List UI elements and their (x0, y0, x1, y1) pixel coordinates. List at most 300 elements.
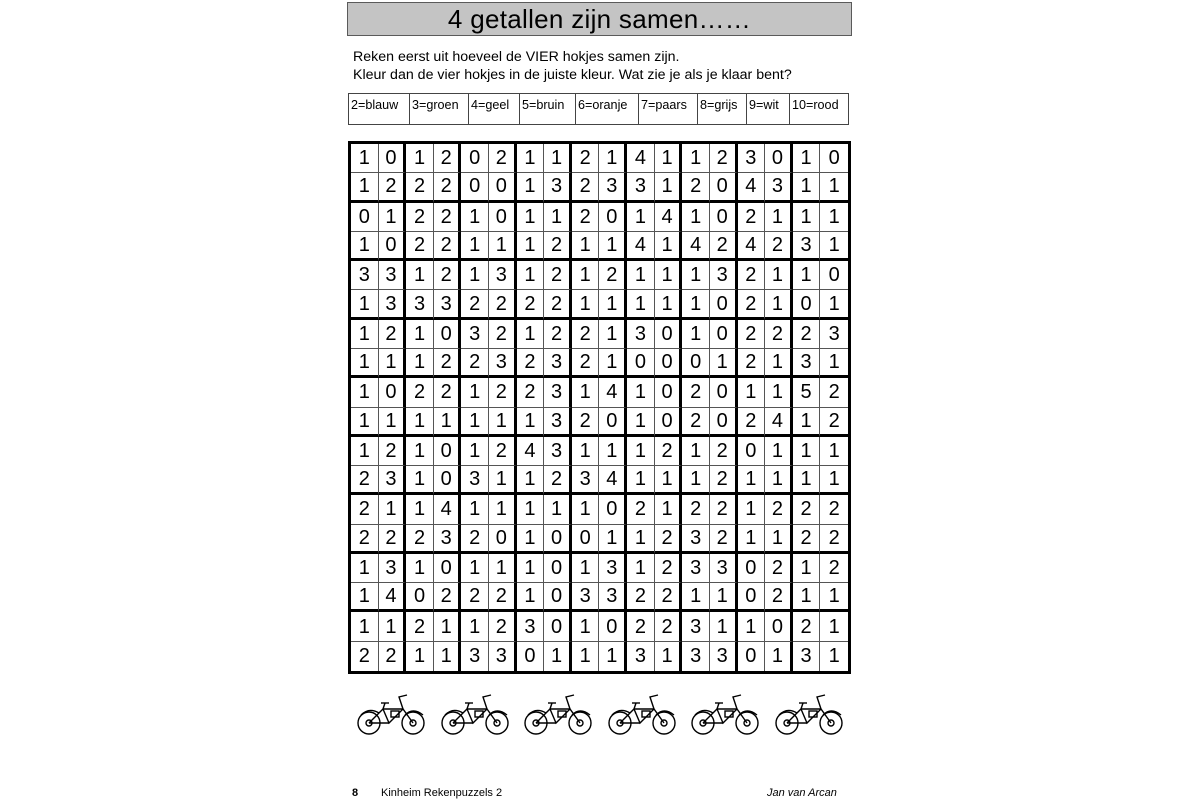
grid-cell[interactable]: 1 (738, 612, 766, 641)
grid-cell[interactable]: 3 (627, 642, 655, 671)
grid-cell[interactable]: 4 (655, 203, 683, 232)
grid-cell[interactable]: 2 (461, 525, 489, 554)
grid-cell[interactable]: 2 (489, 612, 517, 641)
grid-cell[interactable]: 2 (489, 378, 517, 407)
grid-cell[interactable]: 1 (379, 495, 407, 524)
grid-cell[interactable]: 0 (710, 408, 738, 437)
grid-cell[interactable]: 1 (489, 466, 517, 495)
grid-cell[interactable]: 2 (599, 261, 627, 290)
grid-cell[interactable]: 2 (682, 378, 710, 407)
grid-cell[interactable]: 1 (517, 495, 545, 524)
grid-cell[interactable]: 1 (406, 466, 434, 495)
grid-cell[interactable]: 1 (379, 612, 407, 641)
grid-cell[interactable]: 1 (655, 466, 683, 495)
grid-cell[interactable]: 3 (544, 408, 572, 437)
grid-cell[interactable]: 2 (793, 612, 821, 641)
grid-cell[interactable]: 0 (406, 583, 434, 612)
grid-cell[interactable]: 3 (461, 642, 489, 671)
grid-cell[interactable]: 0 (682, 349, 710, 378)
grid-cell[interactable]: 1 (351, 173, 379, 202)
grid-cell[interactable]: 4 (738, 173, 766, 202)
grid-cell[interactable]: 1 (379, 203, 407, 232)
grid-cell[interactable]: 1 (682, 583, 710, 612)
grid-cell[interactable]: 1 (351, 144, 379, 173)
grid-cell[interactable]: 1 (655, 495, 683, 524)
grid-cell[interactable]: 1 (572, 232, 600, 261)
grid-cell[interactable]: 1 (544, 495, 572, 524)
grid-cell[interactable]: 2 (710, 437, 738, 466)
grid-cell[interactable]: 0 (655, 408, 683, 437)
grid-cell[interactable]: 0 (379, 232, 407, 261)
grid-cell[interactable]: 1 (406, 261, 434, 290)
grid-cell[interactable]: 4 (765, 408, 793, 437)
grid-cell[interactable]: 1 (517, 583, 545, 612)
grid-cell[interactable]: 1 (517, 408, 545, 437)
grid-cell[interactable]: 0 (544, 583, 572, 612)
grid-cell[interactable]: 2 (710, 144, 738, 173)
grid-cell[interactable]: 1 (820, 349, 848, 378)
grid-cell[interactable]: 2 (517, 349, 545, 378)
grid-cell[interactable]: 2 (572, 173, 600, 202)
grid-cell[interactable]: 3 (710, 554, 738, 583)
grid-cell[interactable]: 0 (461, 173, 489, 202)
grid-cell[interactable]: 2 (655, 437, 683, 466)
grid-cell[interactable]: 1 (627, 466, 655, 495)
grid-cell[interactable]: 1 (710, 349, 738, 378)
grid-cell[interactable]: 1 (489, 232, 517, 261)
grid-cell[interactable]: 0 (655, 349, 683, 378)
grid-cell[interactable]: 1 (406, 144, 434, 173)
grid-cell[interactable]: 2 (710, 232, 738, 261)
grid-cell[interactable]: 3 (461, 320, 489, 349)
grid-cell[interactable]: 0 (461, 144, 489, 173)
grid-cell[interactable]: 1 (544, 203, 572, 232)
grid-cell[interactable]: 2 (434, 261, 462, 290)
grid-cell[interactable]: 1 (820, 612, 848, 641)
grid-cell[interactable]: 2 (434, 349, 462, 378)
grid-cell[interactable]: 2 (655, 612, 683, 641)
grid-cell[interactable]: 3 (599, 554, 627, 583)
grid-cell[interactable]: 1 (655, 642, 683, 671)
grid-cell[interactable]: 1 (828, 645, 840, 668)
grid-cell[interactable]: 2 (406, 203, 434, 232)
grid-cell[interactable]: 1 (406, 408, 434, 437)
grid-cell[interactable]: 1 (572, 612, 600, 641)
grid-cell[interactable]: 1 (682, 320, 710, 349)
grid-cell[interactable]: 0 (710, 290, 738, 319)
grid-cell[interactable]: 1 (434, 612, 462, 641)
grid-cell[interactable]: 1 (461, 612, 489, 641)
grid-cell[interactable]: 3 (379, 261, 407, 290)
grid-cell[interactable]: 0 (544, 554, 572, 583)
grid-cell[interactable]: 0 (738, 554, 766, 583)
grid-cell[interactable]: 3 (544, 437, 572, 466)
grid-cell[interactable]: 1 (406, 495, 434, 524)
grid-cell[interactable]: 3 (599, 583, 627, 612)
grid-cell[interactable]: 1 (351, 408, 379, 437)
grid-cell[interactable]: 0 (489, 173, 517, 202)
grid-cell[interactable]: 1 (351, 320, 379, 349)
grid-cell[interactable]: 2 (489, 144, 517, 173)
grid-cell[interactable]: 2 (379, 437, 407, 466)
grid-cell[interactable]: 2 (544, 232, 572, 261)
grid-cell[interactable]: 1 (572, 495, 600, 524)
grid-cell[interactable]: 1 (627, 437, 655, 466)
grid-cell[interactable]: 3 (765, 173, 793, 202)
grid-cell[interactable]: 1 (351, 232, 379, 261)
grid-cell[interactable]: 1 (655, 290, 683, 319)
grid-cell[interactable]: 2 (793, 525, 821, 554)
grid-cell[interactable]: 3 (517, 612, 545, 641)
grid-cell[interactable]: 3 (572, 466, 600, 495)
grid-cell[interactable]: 1 (820, 437, 848, 466)
grid-cell[interactable]: 1 (379, 408, 407, 437)
grid-cell[interactable]: 1 (793, 203, 821, 232)
grid-cell[interactable]: 2 (461, 583, 489, 612)
grid-cell[interactable]: 1 (820, 290, 848, 319)
grid-cell[interactable]: 1 (406, 642, 434, 671)
grid-cell[interactable]: 1 (517, 232, 545, 261)
grid-cell[interactable]: 1 (793, 261, 821, 290)
grid-cell[interactable]: 4 (682, 232, 710, 261)
grid-cell[interactable]: 1 (461, 437, 489, 466)
grid-cell[interactable]: 2 (710, 495, 738, 524)
grid-cell[interactable]: 2 (572, 144, 600, 173)
grid-cell[interactable]: 1 (627, 290, 655, 319)
grid-cell[interactable]: 2 (738, 349, 766, 378)
grid-cell[interactable]: 2 (517, 378, 545, 407)
grid-cell[interactable]: 2 (379, 173, 407, 202)
grid-cell[interactable]: 2 (682, 408, 710, 437)
grid-cell[interactable]: 1 (793, 437, 821, 466)
grid-cell[interactable]: 1 (599, 320, 627, 349)
grid-cell[interactable]: 1 (461, 554, 489, 583)
grid-cell[interactable]: 2 (461, 290, 489, 319)
grid-cell[interactable]: 1 (765, 378, 793, 407)
grid-cell[interactable]: 1 (765, 466, 793, 495)
grid-cell[interactable]: 4 (434, 495, 462, 524)
grid-cell[interactable]: 3 (682, 554, 710, 583)
grid-cell[interactable]: 2 (379, 525, 407, 554)
grid-cell[interactable]: 1 (765, 642, 793, 671)
grid-cell[interactable]: 2 (544, 320, 572, 349)
grid-cell[interactable]: 2 (434, 144, 462, 173)
grid-cell[interactable]: 2 (351, 642, 379, 671)
grid-cell[interactable]: 1 (379, 349, 407, 378)
grid-cell[interactable]: 3 (489, 349, 517, 378)
grid-cell[interactable]: 1 (599, 642, 627, 671)
grid-cell[interactable]: 3 (793, 642, 821, 671)
grid-cell[interactable]: 2 (627, 495, 655, 524)
grid-cell[interactable]: 3 (406, 290, 434, 319)
grid-cell[interactable]: 0 (434, 466, 462, 495)
grid-cell[interactable]: 2 (710, 466, 738, 495)
grid-cell[interactable]: 0 (710, 378, 738, 407)
grid-cell[interactable]: 0 (434, 554, 462, 583)
grid-cell[interactable]: 1 (820, 466, 848, 495)
grid-cell[interactable]: 0 (599, 612, 627, 641)
grid-cell[interactable]: 2 (517, 290, 545, 319)
grid-cell[interactable]: 1 (627, 408, 655, 437)
grid-cell[interactable]: 1 (599, 349, 627, 378)
grid-cell[interactable]: 1 (517, 320, 545, 349)
grid-cell[interactable]: 2 (406, 173, 434, 202)
grid-cell[interactable]: 2 (765, 495, 793, 524)
grid-cell[interactable]: 2 (765, 554, 793, 583)
grid-cell[interactable]: 1 (682, 144, 710, 173)
grid-cell[interactable]: 1 (461, 203, 489, 232)
grid-cell[interactable]: 3 (682, 612, 710, 641)
grid-cell[interactable]: 0 (379, 378, 407, 407)
grid-cell[interactable]: 1 (682, 261, 710, 290)
grid-cell[interactable]: 3 (489, 261, 517, 290)
grid-cell[interactable]: 1 (738, 378, 766, 407)
grid-cell[interactable]: 2 (434, 378, 462, 407)
grid-cell[interactable]: 1 (627, 525, 655, 554)
grid-cell[interactable]: 1 (572, 261, 600, 290)
grid-cell[interactable]: 0 (599, 495, 627, 524)
grid-cell[interactable]: 1 (434, 642, 462, 671)
grid-cell[interactable]: 1 (572, 290, 600, 319)
grid-cell[interactable]: 2 (434, 232, 462, 261)
grid-cell[interactable]: 1 (820, 173, 848, 202)
grid-cell[interactable]: 1 (820, 203, 848, 232)
grid-cell[interactable]: 4 (517, 437, 545, 466)
grid-cell[interactable]: 1 (461, 495, 489, 524)
grid-cell[interactable]: 0 (489, 525, 517, 554)
grid-cell[interactable]: 0 (489, 203, 517, 232)
grid-cell[interactable]: 2 (627, 583, 655, 612)
grid-cell[interactable]: 1 (599, 232, 627, 261)
grid-cell[interactable]: 3 (544, 349, 572, 378)
grid-cell[interactable]: 1 (351, 554, 379, 583)
grid-cell[interactable]: 1 (351, 612, 379, 641)
grid-cell[interactable]: 2 (765, 583, 793, 612)
grid-cell[interactable]: 2 (351, 466, 379, 495)
grid-cell[interactable]: 0 (738, 437, 766, 466)
grid-cell[interactable]: 1 (765, 525, 793, 554)
grid-cell[interactable]: 1 (710, 612, 738, 641)
grid-cell[interactable]: 1 (351, 378, 379, 407)
grid-cell[interactable]: 2 (406, 232, 434, 261)
grid-cell[interactable]: 1 (406, 349, 434, 378)
grid-cell[interactable]: 2 (434, 203, 462, 232)
grid-cell[interactable]: 2 (765, 232, 793, 261)
grid-cell[interactable]: 3 (793, 232, 821, 261)
grid-cell[interactable]: 2 (738, 290, 766, 319)
grid-cell[interactable]: 3 (379, 290, 407, 319)
grid-cell[interactable]: 1 (655, 173, 683, 202)
grid-cell[interactable]: 0 (655, 378, 683, 407)
grid-cell[interactable]: 3 (544, 173, 572, 202)
grid-cell[interactable]: 3 (572, 583, 600, 612)
grid-cell[interactable]: 3 (489, 642, 517, 671)
grid-cell[interactable]: 1 (517, 466, 545, 495)
grid-cell[interactable]: 2 (820, 408, 848, 437)
grid-cell[interactable]: 4 (599, 466, 627, 495)
grid-cell[interactable]: 2 (682, 173, 710, 202)
grid-cell[interactable]: 3 (710, 642, 738, 671)
grid-cell[interactable]: 1 (627, 378, 655, 407)
grid-cell[interactable]: 0 (599, 408, 627, 437)
grid-cell[interactable]: 2 (710, 525, 738, 554)
grid-cell[interactable]: 1 (765, 290, 793, 319)
grid-cell[interactable]: 2 (572, 203, 600, 232)
grid-cell[interactable]: 4 (599, 378, 627, 407)
grid-cell[interactable]: 1 (599, 290, 627, 319)
grid-cell[interactable]: 4 (627, 144, 655, 173)
grid-cell[interactable]: 1 (655, 232, 683, 261)
grid-cell[interactable]: 2 (738, 261, 766, 290)
grid-cell[interactable]: 2 (379, 320, 407, 349)
grid-cell[interactable]: 2 (627, 612, 655, 641)
grid-cell[interactable]: 3 (738, 144, 766, 173)
grid-cell[interactable]: 2 (406, 612, 434, 641)
grid-cell[interactable]: 2 (820, 495, 848, 524)
grid-cell[interactable]: 1 (682, 437, 710, 466)
grid-cell[interactable]: 2 (489, 583, 517, 612)
grid-cell[interactable]: 1 (738, 466, 766, 495)
grid-cell[interactable]: 0 (710, 320, 738, 349)
grid-cell[interactable]: 1 (820, 583, 848, 612)
grid-cell[interactable]: 0 (738, 642, 766, 671)
grid-cell[interactable]: 0 (544, 525, 572, 554)
grid-cell[interactable]: 1 (599, 525, 627, 554)
grid-cell[interactable]: 2 (820, 525, 848, 554)
grid-cell[interactable]: 1 (489, 495, 517, 524)
grid-cell[interactable]: 0 (517, 642, 545, 671)
grid-cell[interactable]: 2 (655, 525, 683, 554)
grid-cell[interactable]: 1 (461, 232, 489, 261)
grid-cell[interactable]: 2 (572, 349, 600, 378)
grid-cell[interactable]: 3 (627, 320, 655, 349)
grid-cell[interactable]: 1 (461, 378, 489, 407)
grid-cell[interactable]: 1 (517, 554, 545, 583)
grid-cell[interactable]: 1 (765, 349, 793, 378)
grid-cell[interactable]: 1 (765, 203, 793, 232)
grid-cell[interactable]: 1 (627, 261, 655, 290)
grid-cell[interactable]: 1 (793, 173, 821, 202)
grid-cell[interactable]: 1 (461, 261, 489, 290)
grid-cell[interactable]: 2 (793, 320, 821, 349)
grid-cell[interactable]: 3 (710, 261, 738, 290)
grid-cell[interactable]: 1 (406, 437, 434, 466)
grid-cell[interactable]: 4 (627, 232, 655, 261)
grid-cell[interactable]: 2 (682, 495, 710, 524)
grid-cell[interactable]: 2 (738, 203, 766, 232)
grid-cell[interactable]: 1 (461, 408, 489, 437)
grid-cell[interactable]: 2 (544, 261, 572, 290)
grid-cell[interactable]: 1 (406, 320, 434, 349)
grid-cell[interactable]: 2 (544, 290, 572, 319)
grid-cell[interactable]: 1 (489, 408, 517, 437)
grid-cell[interactable]: 1 (544, 642, 572, 671)
grid-cell[interactable]: 1 (793, 408, 821, 437)
grid-cell[interactable]: 0 (379, 144, 407, 173)
grid-cell[interactable]: 0 (738, 583, 766, 612)
grid-cell[interactable]: 3 (461, 466, 489, 495)
grid-cell[interactable]: 2 (379, 642, 407, 671)
grid-cell[interactable]: 2 (572, 408, 600, 437)
grid-cell[interactable]: 2 (544, 466, 572, 495)
grid-cell[interactable]: 5 (793, 378, 821, 407)
grid-cell[interactable]: 1 (820, 232, 848, 261)
grid-cell[interactable]: 1 (793, 554, 821, 583)
grid-cell[interactable]: 4 (738, 232, 766, 261)
grid-cell[interactable]: 1 (793, 466, 821, 495)
grid-cell[interactable]: 1 (793, 583, 821, 612)
grid-cell[interactable]: 2 (434, 173, 462, 202)
grid-cell[interactable]: 3 (682, 525, 710, 554)
grid-cell[interactable]: 3 (599, 173, 627, 202)
grid-cell[interactable]: 1 (351, 583, 379, 612)
grid-cell[interactable]: 2 (820, 378, 848, 407)
grid-cell[interactable]: 2 (351, 525, 379, 554)
grid-cell[interactable]: 1 (517, 261, 545, 290)
grid-cell[interactable]: 1 (765, 437, 793, 466)
grid-cell[interactable]: 4 (379, 583, 407, 612)
grid-cell[interactable]: 0 (599, 203, 627, 232)
grid-cell[interactable]: 2 (489, 437, 517, 466)
grid-cell[interactable]: 2 (655, 554, 683, 583)
grid-cell[interactable]: 1 (572, 642, 600, 671)
grid-cell[interactable]: 3 (379, 554, 407, 583)
grid-cell[interactable]: 1 (572, 437, 600, 466)
grid-cell[interactable]: 2 (489, 290, 517, 319)
grid-cell[interactable]: 0 (655, 320, 683, 349)
grid-cell[interactable]: 2 (406, 525, 434, 554)
grid-cell[interactable]: 0 (765, 144, 793, 173)
grid-cell[interactable]: 1 (351, 290, 379, 319)
grid-cell[interactable]: 0 (710, 173, 738, 202)
grid-cell[interactable]: 2 (820, 554, 848, 583)
grid-cell[interactable]: 1 (682, 290, 710, 319)
grid-cell[interactable]: 1 (655, 144, 683, 173)
grid-cell[interactable]: 0 (351, 203, 379, 232)
grid-cell[interactable]: 1 (434, 408, 462, 437)
grid-cell[interactable]: 1 (682, 203, 710, 232)
grid-cell[interactable]: 1 (710, 583, 738, 612)
grid-cell[interactable]: 2 (434, 583, 462, 612)
grid-cell[interactable]: 2 (655, 583, 683, 612)
grid-cell[interactable]: 0 (572, 525, 600, 554)
grid-cell[interactable]: 2 (406, 378, 434, 407)
grid-cell[interactable]: 0 (710, 203, 738, 232)
grid-cell[interactable]: 0 (820, 261, 848, 290)
grid-cell[interactable]: 2 (738, 408, 766, 437)
grid-cell[interactable]: 1 (406, 554, 434, 583)
grid-cell[interactable]: 1 (738, 525, 766, 554)
grid-cell[interactable]: 1 (655, 261, 683, 290)
grid-cell[interactable]: 1 (517, 144, 545, 173)
grid-cell[interactable]: 3 (351, 261, 379, 290)
grid-cell[interactable]: 1 (517, 203, 545, 232)
grid-cell[interactable]: 1 (627, 203, 655, 232)
grid-cell[interactable]: 1 (599, 437, 627, 466)
grid-cell[interactable]: 2 (793, 495, 821, 524)
grid-cell[interactable]: 1 (682, 466, 710, 495)
grid-cell[interactable]: 3 (820, 320, 848, 349)
grid-cell[interactable]: 0 (820, 144, 848, 173)
grid-cell[interactable]: 1 (517, 173, 545, 202)
grid-cell[interactable]: 1 (627, 554, 655, 583)
grid-cell[interactable]: 3 (434, 525, 462, 554)
grid-cell[interactable]: 1 (793, 144, 821, 173)
grid-cell[interactable]: 1 (351, 437, 379, 466)
grid-cell[interactable]: 2 (461, 349, 489, 378)
grid-cell[interactable]: 3 (379, 466, 407, 495)
grid-cell[interactable]: 2 (351, 495, 379, 524)
